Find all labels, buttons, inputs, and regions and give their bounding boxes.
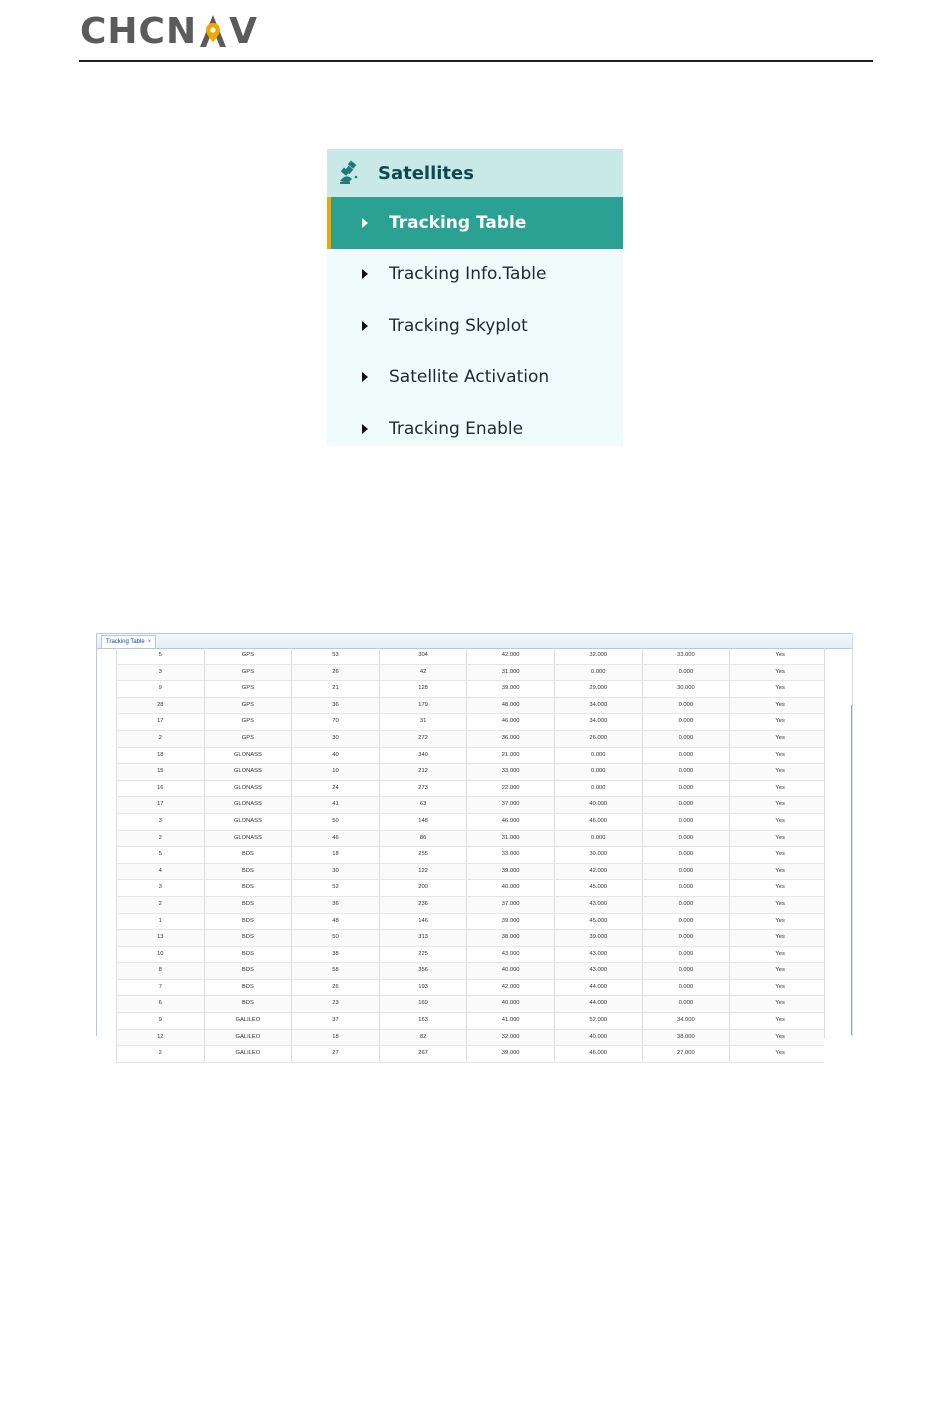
- table-cell: 9: [116, 681, 205, 697]
- table-row[interactable]: [116, 831, 824, 848]
- table-cell: Yes: [775, 1017, 785, 1024]
- table-cell: 63: [380, 797, 468, 813]
- logo-text-right: V: [229, 10, 258, 52]
- table-row[interactable]: [116, 698, 824, 715]
- table-cell: 122: [380, 864, 468, 880]
- table-cell: Yes: [775, 734, 785, 741]
- table-cell: Yes: [775, 851, 785, 858]
- table-cell: 48: [292, 914, 380, 930]
- table-cell: 43.000: [555, 897, 643, 913]
- table-cell: Yes: [775, 967, 785, 974]
- table-cell: Yes: [775, 685, 785, 692]
- table-cell: 267: [380, 1046, 468, 1062]
- triangle-right-icon: [362, 218, 368, 228]
- menu-item-tracking-enable[interactable]: [327, 403, 623, 455]
- table-cell: 38.000: [467, 930, 555, 946]
- table-cell: 10: [116, 947, 205, 963]
- table-cell: 0.000: [643, 748, 731, 764]
- triangle-right-icon: [362, 424, 368, 434]
- table-cell: Yes: [775, 1033, 785, 1040]
- table-cell: 52.000: [555, 1013, 643, 1029]
- table-cell: 0.000: [643, 698, 731, 714]
- table-cell: 43.000: [555, 947, 643, 963]
- table-cell: 0.000: [555, 831, 643, 847]
- table-cell: Yes: [775, 1050, 785, 1057]
- table-cell: GPS: [205, 665, 293, 681]
- table-cell: Yes: [775, 718, 785, 725]
- vertical-scrollbar[interactable]: [851, 705, 852, 1035]
- logo-text-left: CHCN: [80, 10, 198, 52]
- table-row[interactable]: [116, 731, 824, 748]
- location-pin-icon: [198, 13, 228, 49]
- table-cell: 21.000: [467, 748, 555, 764]
- table-row[interactable]: [116, 748, 824, 765]
- table-cell: 26: [292, 665, 380, 681]
- table-row[interactable]: [116, 963, 824, 980]
- table-cell: 33.000: [643, 648, 731, 664]
- triangle-right-icon: [362, 321, 368, 331]
- table-row[interactable]: [116, 714, 824, 731]
- table-cell: 236: [380, 897, 468, 913]
- table-cell: GALILEO: [205, 1046, 293, 1062]
- table-cell: 273: [380, 781, 468, 797]
- menu-item-label: Tracking Table: [389, 212, 527, 233]
- table-cell: Yes: [775, 917, 785, 924]
- table-cell: 9: [116, 1013, 205, 1029]
- table-cell: BDS: [205, 880, 293, 896]
- table-cell: 39.000: [555, 930, 643, 946]
- table-cell: GLONASS: [205, 764, 293, 780]
- table-cell: 8: [116, 963, 205, 979]
- satellite-icon: [336, 159, 364, 187]
- table-cell: 46.000: [555, 1046, 643, 1062]
- table-cell: 0.000: [555, 764, 643, 780]
- table-cell: BDS: [205, 864, 293, 880]
- table-cell: 0.000: [643, 897, 731, 913]
- table-row[interactable]: [116, 648, 824, 665]
- table-row[interactable]: [116, 914, 824, 931]
- table-cell: 0.000: [555, 748, 643, 764]
- table-cell: 6: [116, 996, 205, 1012]
- table-cell: 58: [292, 963, 380, 979]
- table-cell: 41.000: [467, 1013, 555, 1029]
- table-row[interactable]: [116, 764, 824, 781]
- table-cell: BDS: [205, 847, 293, 863]
- table-row[interactable]: [116, 880, 824, 897]
- table-cell: Yes: [775, 983, 785, 990]
- tracking-table-panel: [96, 633, 853, 1057]
- table-cell: 148: [380, 814, 468, 830]
- table-cell: Yes: [775, 867, 785, 874]
- table-cell: 2: [116, 831, 205, 847]
- table-cell: 0.000: [555, 781, 643, 797]
- table-cell: 42: [380, 665, 468, 681]
- table-row[interactable]: [116, 897, 824, 914]
- table-cell: Yes: [775, 884, 785, 891]
- satellites-menu: [327, 149, 623, 446]
- table-cell: 34.000: [643, 1013, 731, 1029]
- table-cell: 53: [292, 648, 380, 664]
- table-cell: 50: [292, 814, 380, 830]
- table-cell: 313: [380, 930, 468, 946]
- table-cell: 33.000: [467, 847, 555, 863]
- table-cell: 0.000: [643, 665, 731, 681]
- tab-bar: [97, 633, 852, 649]
- table-row[interactable]: [116, 947, 824, 964]
- table-cell: 33.000: [467, 764, 555, 780]
- table-cell: 40.000: [467, 880, 555, 896]
- table-row[interactable]: [116, 814, 824, 831]
- table-cell: 39.000: [467, 914, 555, 930]
- table-cell: 18: [292, 847, 380, 863]
- menu-item-satellite-activation[interactable]: [327, 352, 623, 404]
- table-cell: Yes: [775, 784, 785, 791]
- table-row[interactable]: [116, 681, 824, 698]
- table-cell: 10: [292, 764, 380, 780]
- close-icon[interactable]: ×: [147, 639, 152, 645]
- table-cell: GLONASS: [205, 797, 293, 813]
- menu-item-tracking-info-table[interactable]: [327, 249, 623, 301]
- table-cell: 0.000: [643, 764, 731, 780]
- table-cell: 5: [116, 847, 205, 863]
- table-row[interactable]: [116, 980, 824, 997]
- table-row[interactable]: [116, 1013, 824, 1030]
- table-cell: 46.000: [467, 714, 555, 730]
- table-cell: 40: [292, 748, 380, 764]
- table-cell: GPS: [205, 731, 293, 747]
- table-cell: 12: [116, 1030, 205, 1046]
- table-cell: 40.000: [555, 1030, 643, 1046]
- table-row[interactable]: [116, 864, 824, 881]
- table-cell: GLONASS: [205, 781, 293, 797]
- table-cell: 0.000: [643, 731, 731, 747]
- table-cell: 44.000: [555, 980, 643, 996]
- table-cell: Yes: [775, 701, 785, 708]
- table-cell: BDS: [205, 980, 293, 996]
- table-cell: 39.000: [467, 864, 555, 880]
- header-divider: [79, 60, 873, 62]
- table-cell: 23: [292, 996, 380, 1012]
- table-row[interactable]: [116, 797, 824, 814]
- table-cell: 193: [380, 980, 468, 996]
- table-cell: GLONASS: [205, 831, 293, 847]
- table-cell: 18: [292, 1030, 380, 1046]
- table-cell: 169: [380, 996, 468, 1012]
- table-cell: Yes: [775, 751, 785, 758]
- table-cell: 340: [380, 748, 468, 764]
- table-cell: Yes: [775, 934, 785, 941]
- table-cell: 44.000: [555, 996, 643, 1012]
- table-cell: 38: [292, 947, 380, 963]
- table-cell: 36.000: [467, 731, 555, 747]
- table-cell: 37: [292, 1013, 380, 1029]
- table-cell: 2: [116, 897, 205, 913]
- table-cell: 15: [116, 764, 205, 780]
- table-cell: 0.000: [643, 781, 731, 797]
- table-cell: 5: [116, 648, 205, 664]
- table-cell: Yes: [775, 950, 785, 957]
- table-cell: 225: [380, 947, 468, 963]
- table-cell: 27: [292, 1046, 380, 1062]
- table-cell: 46.000: [467, 814, 555, 830]
- table-cell: 179: [380, 698, 468, 714]
- table-row[interactable]: [116, 665, 824, 682]
- table-cell: 0.000: [643, 947, 731, 963]
- table-row[interactable]: [116, 996, 824, 1013]
- table-cell: 4: [116, 864, 205, 880]
- table-row[interactable]: [116, 1046, 824, 1063]
- table-cell: 0.000: [643, 814, 731, 830]
- table-row[interactable]: [116, 847, 824, 864]
- table-cell: 30.000: [643, 681, 731, 697]
- table-cell: 0.000: [643, 831, 731, 847]
- table-cell: 2: [116, 1046, 205, 1062]
- menu-title: Satellites: [378, 162, 474, 184]
- table-cell: 7: [116, 980, 205, 996]
- table-cell: 31.000: [467, 831, 555, 847]
- table-cell: 17: [116, 797, 205, 813]
- table-cell: 22.000: [467, 781, 555, 797]
- table-cell: 2: [116, 731, 205, 747]
- table-cell: GPS: [205, 714, 293, 730]
- table-cell: 0.000: [643, 880, 731, 896]
- table-cell: 3: [116, 814, 205, 830]
- table-cell: 1: [116, 914, 205, 930]
- table-cell: 29.000: [555, 681, 643, 697]
- table-cell: 255: [380, 847, 468, 863]
- table-cell: 17: [116, 714, 205, 730]
- table-cell: BDS: [205, 897, 293, 913]
- table-cell: 128: [380, 681, 468, 697]
- table-cell: 45.000: [555, 880, 643, 896]
- table-cell: 42.000: [555, 864, 643, 880]
- menu-item-label: Tracking Enable: [389, 418, 524, 439]
- grid-right-border: [824, 648, 825, 1038]
- table-cell: BDS: [205, 996, 293, 1012]
- table-cell: Yes: [775, 817, 785, 824]
- table-cell: 86: [380, 831, 468, 847]
- table-cell: 0.000: [643, 930, 731, 946]
- table-cell: GPS: [205, 648, 293, 664]
- table-cell: 70: [292, 714, 380, 730]
- table-cell: Yes: [775, 1000, 785, 1007]
- table-cell: 16: [116, 781, 205, 797]
- table-cell: 0.000: [643, 963, 731, 979]
- table-cell: 30.000: [555, 847, 643, 863]
- table-cell: 38.000: [643, 1030, 731, 1046]
- table-cell: 27.000: [643, 1046, 731, 1062]
- table-cell: 34.000: [555, 714, 643, 730]
- table-cell: 48.000: [467, 698, 555, 714]
- triangle-right-icon: [362, 269, 368, 279]
- table-cell: BDS: [205, 930, 293, 946]
- table-cell: 0.000: [643, 914, 731, 930]
- table-cell: 3: [116, 665, 205, 681]
- table-cell: Yes: [775, 834, 785, 841]
- triangle-right-icon: [362, 372, 368, 382]
- table-cell: Yes: [775, 768, 785, 775]
- table-cell: 42.000: [467, 980, 555, 996]
- table-cell: 0.000: [643, 996, 731, 1012]
- menu-item-label: Satellite Activation: [389, 367, 550, 388]
- table-cell: GALILEO: [205, 1030, 293, 1046]
- table-cell: 32.000: [555, 648, 643, 664]
- table-cell: GLONASS: [205, 748, 293, 764]
- table-cell: 3: [116, 880, 205, 896]
- table-row[interactable]: [116, 781, 824, 798]
- menu-header[interactable]: [327, 149, 623, 197]
- table-cell: 37.000: [467, 897, 555, 913]
- table-cell: 36: [292, 698, 380, 714]
- table-cell: 45.000: [555, 914, 643, 930]
- table-cell: 43.000: [467, 947, 555, 963]
- table-cell: Yes: [775, 801, 785, 808]
- table-cell: 46: [292, 831, 380, 847]
- table-cell: 356: [380, 963, 468, 979]
- table-cell: 31: [380, 714, 468, 730]
- table-cell: 30: [292, 864, 380, 880]
- chcnav-logo: [80, 12, 258, 50]
- table-cell: 272: [380, 731, 468, 747]
- table-row[interactable]: [116, 930, 824, 947]
- table-cell: 26.000: [555, 731, 643, 747]
- table-cell: 50: [292, 930, 380, 946]
- menu-item-tracking-table[interactable]: [327, 197, 623, 249]
- table-cell: 43.000: [555, 963, 643, 979]
- tab-label: Tracking Table: [106, 639, 145, 645]
- menu-item-label: Tracking Info.Table: [389, 264, 547, 285]
- table-cell: 39.000: [467, 1046, 555, 1062]
- table-cell: 304: [380, 648, 468, 664]
- table-cell: 13: [116, 930, 205, 946]
- tab-tracking-table[interactable]: [101, 635, 156, 648]
- table-cell: 46.000: [555, 814, 643, 830]
- table-cell: 41: [292, 797, 380, 813]
- table-cell: 40.000: [467, 996, 555, 1012]
- table-cell: 31.000: [467, 665, 555, 681]
- table-cell: GPS: [205, 698, 293, 714]
- table-cell: 34.000: [555, 698, 643, 714]
- table-cell: GPS: [205, 681, 293, 697]
- table-cell: 82: [380, 1030, 468, 1046]
- table-cell: 37.000: [467, 797, 555, 813]
- table-cell: 0.000: [643, 847, 731, 863]
- table-cell: 42.000: [467, 648, 555, 664]
- table-cell: 30: [292, 731, 380, 747]
- menu-item-label: Tracking Skyplot: [389, 315, 528, 336]
- table-cell: GLONASS: [205, 814, 293, 830]
- tracking-grid: [116, 648, 824, 1063]
- table-cell: Yes: [775, 900, 785, 907]
- table-cell: 18: [116, 748, 205, 764]
- table-cell: 39.000: [467, 681, 555, 697]
- table-cell: 32.000: [467, 1030, 555, 1046]
- table-cell: 28: [116, 698, 205, 714]
- table-cell: 200: [380, 880, 468, 896]
- table-cell: BDS: [205, 963, 293, 979]
- table-cell: 21: [292, 681, 380, 697]
- table-cell: Yes: [775, 652, 785, 658]
- menu-item-tracking-skyplot[interactable]: [327, 300, 623, 352]
- table-cell: BDS: [205, 914, 293, 930]
- table-cell: 40.000: [555, 797, 643, 813]
- table-cell: 212: [380, 764, 468, 780]
- table-cell: BDS: [205, 947, 293, 963]
- table-cell: 0.000: [643, 864, 731, 880]
- table-cell: 40.000: [467, 963, 555, 979]
- table-cell: GALILEO: [205, 1013, 293, 1029]
- table-cell: 0.000: [643, 980, 731, 996]
- table-cell: 146: [380, 914, 468, 930]
- table-cell: Yes: [775, 668, 785, 675]
- table-cell: 0.000: [643, 797, 731, 813]
- table-row[interactable]: [116, 1030, 824, 1047]
- table-cell: 36: [292, 897, 380, 913]
- table-cell: 0.000: [643, 714, 731, 730]
- table-cell: 26: [292, 980, 380, 996]
- table-cell: 0.000: [555, 665, 643, 681]
- table-cell: 24: [292, 781, 380, 797]
- table-cell: 52: [292, 880, 380, 896]
- table-cell: 163: [380, 1013, 468, 1029]
